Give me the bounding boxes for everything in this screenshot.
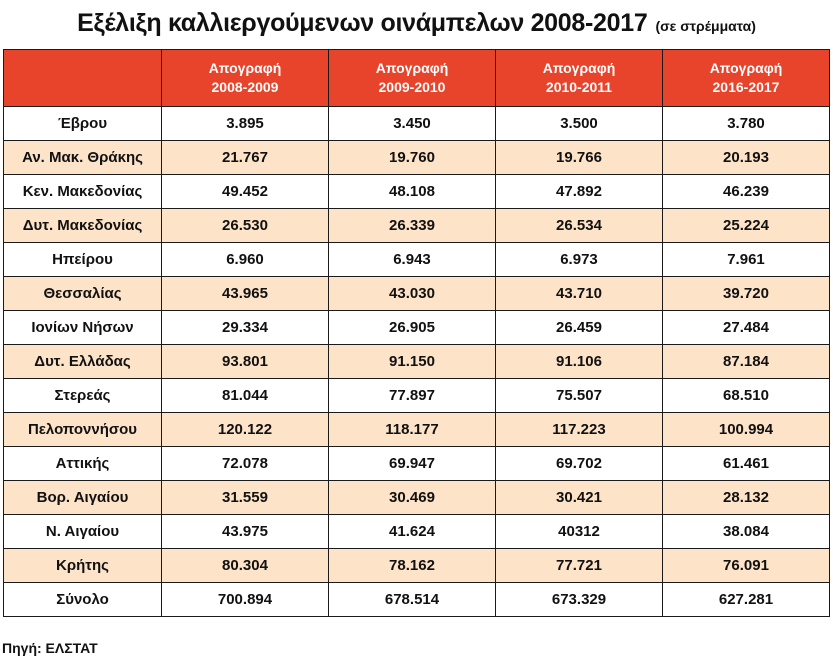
value-cell: 40312 bbox=[496, 515, 663, 549]
region-cell: Δυτ. Ελλάδας bbox=[4, 345, 162, 379]
table-body bbox=[4, 107, 830, 617]
value-cell: 48.108 bbox=[329, 175, 496, 209]
table-row bbox=[4, 311, 830, 345]
column-header-line2: 2016-2017 bbox=[712, 79, 780, 95]
table-row bbox=[4, 243, 830, 277]
column-header-line2: 2008-2009 bbox=[211, 79, 279, 95]
value-cell: 7.961 bbox=[663, 243, 830, 277]
region-cell: Ηπείρου bbox=[4, 243, 162, 277]
value-cell: 43.965 bbox=[162, 277, 329, 311]
value-cell: 91.106 bbox=[496, 345, 663, 379]
table-row bbox=[4, 209, 830, 243]
table-row bbox=[4, 345, 830, 379]
value-cell: 26.459 bbox=[496, 311, 663, 345]
value-cell: 6.943 bbox=[329, 243, 496, 277]
value-cell: 19.766 bbox=[496, 141, 663, 175]
region-cell: Δυτ. Μακεδονίας bbox=[4, 209, 162, 243]
value-cell: 26.534 bbox=[496, 209, 663, 243]
value-cell: 3.895 bbox=[162, 107, 329, 141]
value-cell: 76.091 bbox=[663, 549, 830, 583]
value-cell: 81.044 bbox=[162, 379, 329, 413]
value-cell: 68.510 bbox=[663, 379, 830, 413]
value-cell: 29.334 bbox=[162, 311, 329, 345]
region-cell: Κρήτης bbox=[4, 549, 162, 583]
value-cell: 3.500 bbox=[496, 107, 663, 141]
column-header bbox=[496, 50, 663, 107]
region-cell: Πελοποννήσου bbox=[4, 413, 162, 447]
value-cell: 43.030 bbox=[329, 277, 496, 311]
value-cell: 43.975 bbox=[162, 515, 329, 549]
value-cell: 31.559 bbox=[162, 481, 329, 515]
value-cell: 627.281 bbox=[663, 583, 830, 617]
value-cell: 6.973 bbox=[496, 243, 663, 277]
value-cell: 61.461 bbox=[663, 447, 830, 481]
table-row bbox=[4, 175, 830, 209]
region-cell: Αττικής bbox=[4, 447, 162, 481]
column-header-line1: Απογραφή bbox=[709, 60, 783, 76]
value-cell: 93.801 bbox=[162, 345, 329, 379]
value-cell: 38.084 bbox=[663, 515, 830, 549]
value-cell: 41.624 bbox=[329, 515, 496, 549]
value-cell: 19.760 bbox=[329, 141, 496, 175]
column-header-line1: Απογραφή bbox=[375, 60, 449, 76]
value-cell: 30.421 bbox=[496, 481, 663, 515]
value-cell: 120.122 bbox=[162, 413, 329, 447]
value-cell: 6.960 bbox=[162, 243, 329, 277]
value-cell: 100.994 bbox=[663, 413, 830, 447]
value-cell: 26.530 bbox=[162, 209, 329, 243]
header-row bbox=[4, 50, 830, 107]
region-cell: Έβρου bbox=[4, 107, 162, 141]
column-header bbox=[162, 50, 329, 107]
value-cell: 72.078 bbox=[162, 447, 329, 481]
table-row bbox=[4, 447, 830, 481]
region-cell: Θεσσαλίας bbox=[4, 277, 162, 311]
value-cell: 69.947 bbox=[329, 447, 496, 481]
region-cell: Σύνολο bbox=[4, 583, 162, 617]
value-cell: 117.223 bbox=[496, 413, 663, 447]
value-cell: 3.450 bbox=[329, 107, 496, 141]
value-cell: 69.702 bbox=[496, 447, 663, 481]
value-cell: 26.905 bbox=[329, 311, 496, 345]
value-cell: 3.780 bbox=[663, 107, 830, 141]
value-cell: 77.721 bbox=[496, 549, 663, 583]
value-cell: 49.452 bbox=[162, 175, 329, 209]
column-header-line2: 2010-2011 bbox=[545, 79, 613, 95]
header-corner-cell bbox=[4, 50, 162, 107]
value-cell: 77.897 bbox=[329, 379, 496, 413]
value-cell: 30.469 bbox=[329, 481, 496, 515]
title-main: Εξέλιξη καλλιεργούμενων οινάμπελων 2008-2017 bbox=[77, 8, 648, 37]
column-header bbox=[663, 50, 830, 107]
table-row bbox=[4, 583, 830, 617]
region-cell: Βορ. Αιγαίου bbox=[4, 481, 162, 515]
table-row bbox=[4, 107, 830, 141]
value-cell: 678.514 bbox=[329, 583, 496, 617]
table-row bbox=[4, 515, 830, 549]
value-cell: 43.710 bbox=[496, 277, 663, 311]
value-cell: 47.892 bbox=[496, 175, 663, 209]
region-cell: Αν. Μακ. Θράκης bbox=[4, 141, 162, 175]
column-header-line1: Απογραφή bbox=[542, 60, 616, 76]
region-cell: Κεν. Μακεδονίας bbox=[4, 175, 162, 209]
chart-title bbox=[0, 0, 833, 46]
value-cell: 118.177 bbox=[329, 413, 496, 447]
table-row bbox=[4, 277, 830, 311]
data-table bbox=[3, 49, 830, 617]
value-cell: 700.894 bbox=[162, 583, 329, 617]
column-header bbox=[329, 50, 496, 107]
table-row bbox=[4, 141, 830, 175]
table-row bbox=[4, 481, 830, 515]
value-cell: 80.304 bbox=[162, 549, 329, 583]
table-row bbox=[4, 379, 830, 413]
value-cell: 91.150 bbox=[329, 345, 496, 379]
value-cell: 673.329 bbox=[496, 583, 663, 617]
source-note: Πηγή: ΕΛΣΤΑΤ bbox=[2, 640, 98, 656]
table-row bbox=[4, 549, 830, 583]
column-header-line2: 2009-2010 bbox=[378, 79, 446, 95]
table-row bbox=[4, 413, 830, 447]
value-cell: 39.720 bbox=[663, 277, 830, 311]
region-cell: Ιονίων Νήσων bbox=[4, 311, 162, 345]
region-cell: Ν. Αιγαίου bbox=[4, 515, 162, 549]
value-cell: 27.484 bbox=[663, 311, 830, 345]
value-cell: 21.767 bbox=[162, 141, 329, 175]
value-cell: 20.193 bbox=[663, 141, 830, 175]
value-cell: 28.132 bbox=[663, 481, 830, 515]
value-cell: 78.162 bbox=[329, 549, 496, 583]
table-header bbox=[4, 50, 830, 107]
value-cell: 26.339 bbox=[329, 209, 496, 243]
value-cell: 25.224 bbox=[663, 209, 830, 243]
value-cell: 87.184 bbox=[663, 345, 830, 379]
value-cell: 46.239 bbox=[663, 175, 830, 209]
region-cell: Στερεάς bbox=[4, 379, 162, 413]
title-unit: (σε στρέμματα) bbox=[655, 18, 756, 34]
value-cell: 75.507 bbox=[496, 379, 663, 413]
column-header-line1: Απογραφή bbox=[208, 60, 282, 76]
